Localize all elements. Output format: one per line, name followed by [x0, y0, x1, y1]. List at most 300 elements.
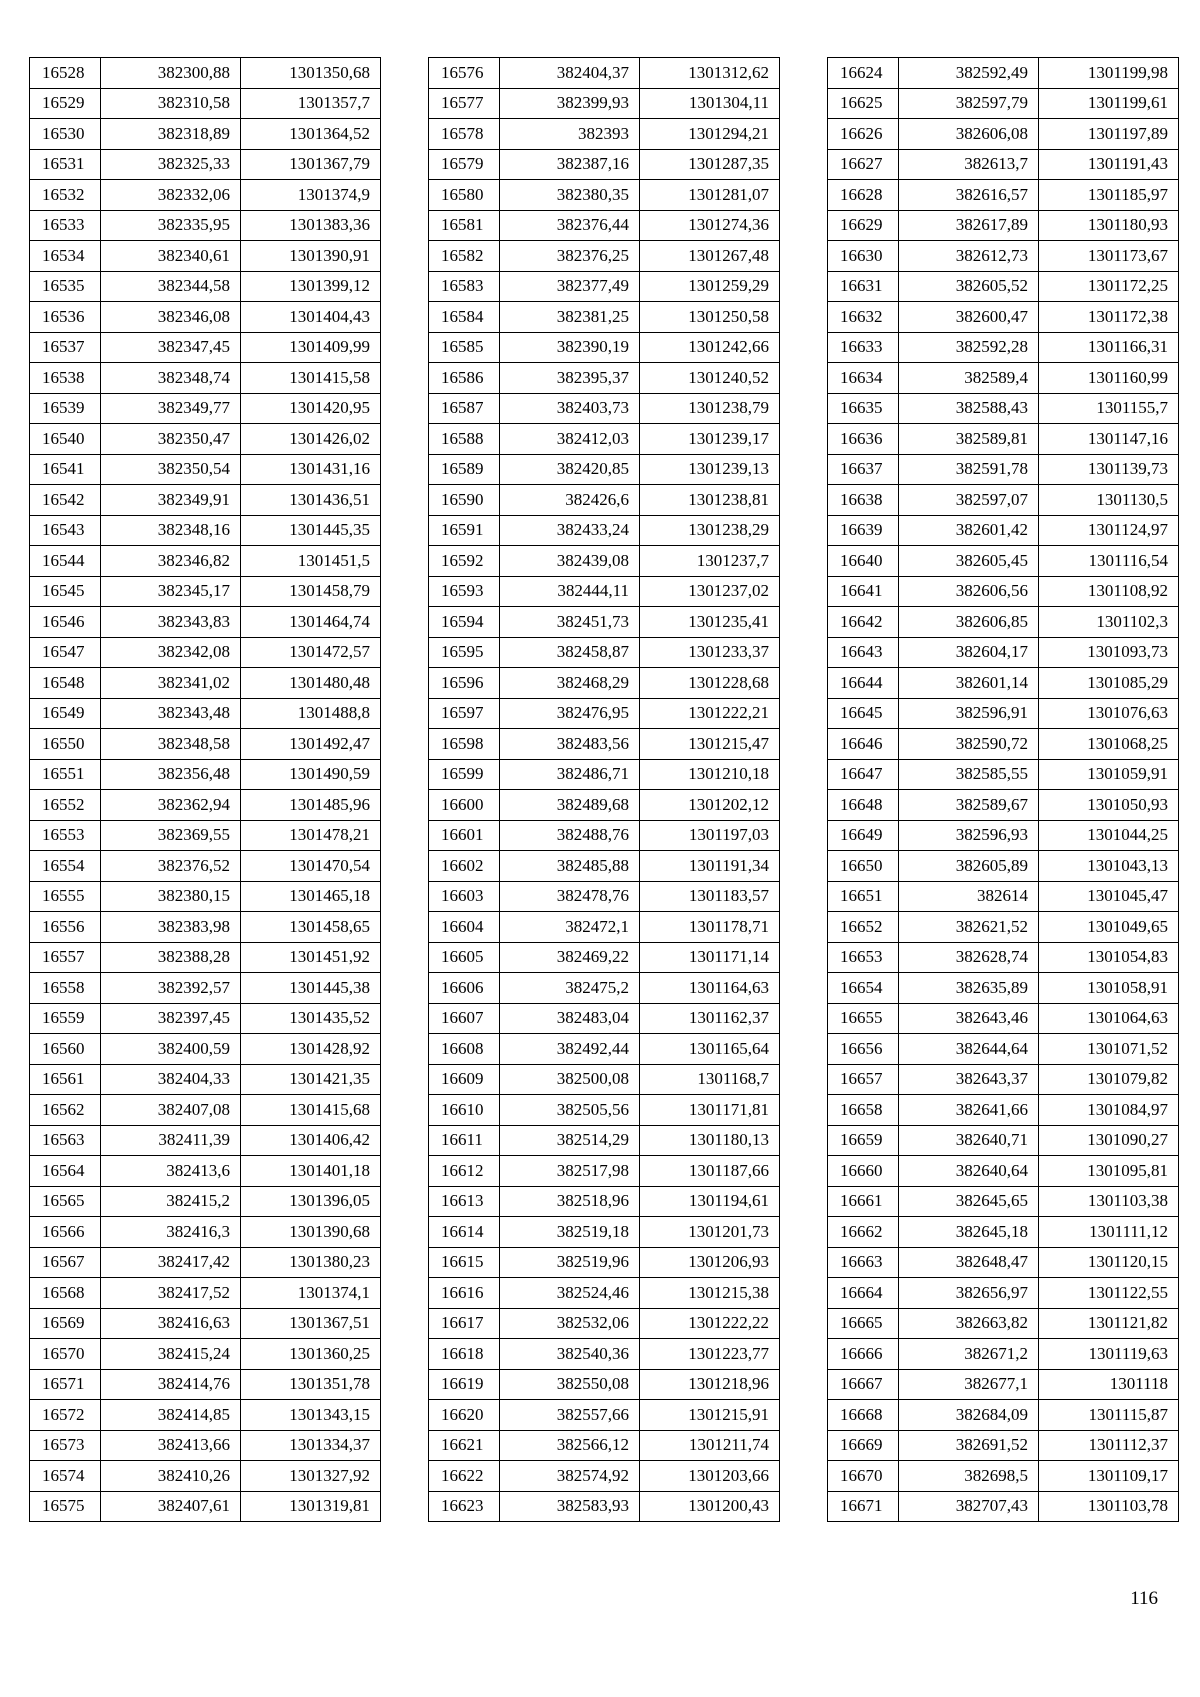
- point-number-cell: 16569: [30, 1308, 101, 1339]
- table-row: [30, 1247, 381, 1278]
- y-coordinate-cell: 1301050,93: [1039, 790, 1179, 821]
- x-coordinate-cell: 382411,39: [101, 1125, 241, 1156]
- point-number-cell: 16609: [429, 1064, 500, 1095]
- x-coordinate-cell: 382532,06: [500, 1308, 640, 1339]
- point-number-cell: 16556: [30, 912, 101, 943]
- x-coordinate-cell: 382356,48: [101, 759, 241, 790]
- table-row: [429, 1278, 780, 1309]
- table-row: [429, 210, 780, 241]
- x-coordinate-cell: 382407,08: [101, 1095, 241, 1126]
- point-number-cell: 16608: [429, 1034, 500, 1065]
- table-row: [429, 851, 780, 882]
- table-row: [828, 698, 1179, 729]
- y-coordinate-cell: 1301199,98: [1039, 58, 1179, 89]
- y-coordinate-cell: 1301054,83: [1039, 942, 1179, 973]
- point-number-cell: 16544: [30, 546, 101, 577]
- point-number-cell: 16648: [828, 790, 899, 821]
- point-number-cell: 16601: [429, 820, 500, 851]
- x-coordinate-cell: 382589,4: [899, 363, 1039, 394]
- y-coordinate-cell: 1301228,68: [640, 668, 780, 699]
- table-row: [30, 424, 381, 455]
- x-coordinate-cell: 382392,57: [101, 973, 241, 1004]
- point-number-cell: 16545: [30, 576, 101, 607]
- point-number-cell: 16617: [429, 1308, 500, 1339]
- point-number-cell: 16623: [429, 1491, 500, 1522]
- x-coordinate-cell: 382362,94: [101, 790, 241, 821]
- point-number-cell: 16528: [30, 58, 101, 89]
- table-row: [30, 729, 381, 760]
- y-coordinate-cell: 1301420,95: [241, 393, 381, 424]
- point-number-cell: 16537: [30, 332, 101, 363]
- table-row: [828, 1095, 1179, 1126]
- point-number-cell: 16654: [828, 973, 899, 1004]
- point-number-cell: 16649: [828, 820, 899, 851]
- table-row: [828, 180, 1179, 211]
- point-number-cell: 16616: [429, 1278, 500, 1309]
- x-coordinate-cell: 382416,63: [101, 1308, 241, 1339]
- point-number-cell: 16572: [30, 1400, 101, 1431]
- point-number-cell: 16670: [828, 1461, 899, 1492]
- x-coordinate-cell: 382347,45: [101, 332, 241, 363]
- y-coordinate-cell: 1301044,25: [1039, 820, 1179, 851]
- x-coordinate-cell: 382643,46: [899, 1003, 1039, 1034]
- table-row: [30, 88, 381, 119]
- y-coordinate-cell: 1301180,93: [1039, 210, 1179, 241]
- x-coordinate-cell: 382433,24: [500, 515, 640, 546]
- table-row: [429, 1430, 780, 1461]
- x-coordinate-cell: 382621,52: [899, 912, 1039, 943]
- point-number-cell: 16532: [30, 180, 101, 211]
- table-row: [429, 729, 780, 760]
- y-coordinate-cell: 1301274,36: [640, 210, 780, 241]
- y-coordinate-cell: 1301191,34: [640, 851, 780, 882]
- table-row: [828, 546, 1179, 577]
- coordinates-table-1: [29, 57, 380, 1522]
- x-coordinate-cell: 382383,98: [101, 912, 241, 943]
- point-number-cell: 16557: [30, 942, 101, 973]
- point-number-cell: 16640: [828, 546, 899, 577]
- table-row: [828, 1003, 1179, 1034]
- point-number-cell: 16671: [828, 1491, 899, 1522]
- point-number-cell: 16666: [828, 1339, 899, 1370]
- y-coordinate-cell: 1301431,16: [241, 454, 381, 485]
- x-coordinate-cell: 382663,82: [899, 1308, 1039, 1339]
- y-coordinate-cell: 1301343,15: [241, 1400, 381, 1431]
- y-coordinate-cell: 1301064,63: [1039, 1003, 1179, 1034]
- y-coordinate-cell: 1301237,02: [640, 576, 780, 607]
- y-coordinate-cell: 1301445,38: [241, 973, 381, 1004]
- point-number-cell: 16622: [429, 1461, 500, 1492]
- x-coordinate-cell: 382635,89: [899, 973, 1039, 1004]
- x-coordinate-cell: 382585,55: [899, 759, 1039, 790]
- table-row: [30, 1064, 381, 1095]
- y-coordinate-cell: 1301472,57: [241, 637, 381, 668]
- table-row: [429, 180, 780, 211]
- x-coordinate-cell: 382349,77: [101, 393, 241, 424]
- point-number-cell: 16621: [429, 1430, 500, 1461]
- table-row: [828, 759, 1179, 790]
- point-number-cell: 16568: [30, 1278, 101, 1309]
- point-number-cell: 16631: [828, 271, 899, 302]
- coordinates-table-2: [428, 57, 779, 1522]
- x-coordinate-cell: 382519,96: [500, 1247, 640, 1278]
- point-number-cell: 16571: [30, 1369, 101, 1400]
- x-coordinate-cell: 382524,46: [500, 1278, 640, 1309]
- x-coordinate-cell: 382342,08: [101, 637, 241, 668]
- y-coordinate-cell: 1301390,68: [241, 1217, 381, 1248]
- table-row: [429, 332, 780, 363]
- x-coordinate-cell: 382671,2: [899, 1339, 1039, 1370]
- table-row: [30, 820, 381, 851]
- table-row: [828, 1156, 1179, 1187]
- y-coordinate-cell: 1301215,38: [640, 1278, 780, 1309]
- y-coordinate-cell: 1301404,43: [241, 302, 381, 333]
- x-coordinate-cell: 382606,56: [899, 576, 1039, 607]
- table-row: [429, 393, 780, 424]
- y-coordinate-cell: 1301421,35: [241, 1064, 381, 1095]
- y-coordinate-cell: 1301319,81: [241, 1491, 381, 1522]
- x-coordinate-cell: 382426,6: [500, 485, 640, 516]
- x-coordinate-cell: 382616,57: [899, 180, 1039, 211]
- x-coordinate-cell: 382589,81: [899, 424, 1039, 455]
- y-coordinate-cell: 1301173,67: [1039, 241, 1179, 272]
- table-row: [30, 58, 381, 89]
- table-row: [30, 1095, 381, 1126]
- point-number-cell: 16541: [30, 454, 101, 485]
- x-coordinate-cell: 382469,22: [500, 942, 640, 973]
- y-coordinate-cell: 1301445,35: [241, 515, 381, 546]
- y-coordinate-cell: 1301470,54: [241, 851, 381, 882]
- x-coordinate-cell: 382415,24: [101, 1339, 241, 1370]
- x-coordinate-cell: 382604,17: [899, 637, 1039, 668]
- x-coordinate-cell: 382492,44: [500, 1034, 640, 1065]
- table-row: [30, 1003, 381, 1034]
- y-coordinate-cell: 1301222,22: [640, 1308, 780, 1339]
- point-number-cell: 16548: [30, 668, 101, 699]
- point-number-cell: 16539: [30, 393, 101, 424]
- point-number-cell: 16565: [30, 1186, 101, 1217]
- y-coordinate-cell: 1301103,38: [1039, 1186, 1179, 1217]
- table-row: [828, 302, 1179, 333]
- point-number-cell: 16603: [429, 881, 500, 912]
- point-number-cell: 16653: [828, 942, 899, 973]
- table-row: [828, 607, 1179, 638]
- table-row: [429, 1003, 780, 1034]
- table-row: [429, 1491, 780, 1522]
- point-number-cell: 16567: [30, 1247, 101, 1278]
- x-coordinate-cell: 382348,16: [101, 515, 241, 546]
- point-number-cell: 16560: [30, 1034, 101, 1065]
- y-coordinate-cell: 1301112,37: [1039, 1430, 1179, 1461]
- x-coordinate-cell: 382589,67: [899, 790, 1039, 821]
- y-coordinate-cell: 1301237,7: [640, 546, 780, 577]
- table-row: [30, 698, 381, 729]
- table-row: [828, 1217, 1179, 1248]
- x-coordinate-cell: 382500,08: [500, 1064, 640, 1095]
- point-number-cell: 16637: [828, 454, 899, 485]
- table-2: [428, 57, 780, 1522]
- y-coordinate-cell: 1301367,51: [241, 1308, 381, 1339]
- y-coordinate-cell: 1301428,92: [241, 1034, 381, 1065]
- table-row: [828, 1339, 1179, 1370]
- table-row: [429, 302, 780, 333]
- coordinates-table-3: [827, 57, 1178, 1522]
- y-coordinate-cell: 1301119,63: [1039, 1339, 1179, 1370]
- x-coordinate-cell: 382485,88: [500, 851, 640, 882]
- x-coordinate-cell: 382475,2: [500, 973, 640, 1004]
- x-coordinate-cell: 382517,98: [500, 1156, 640, 1187]
- x-coordinate-cell: 382614: [899, 881, 1039, 912]
- point-number-cell: 16629: [828, 210, 899, 241]
- x-coordinate-cell: 382399,93: [500, 88, 640, 119]
- x-coordinate-cell: 382387,16: [500, 149, 640, 180]
- x-coordinate-cell: 382483,04: [500, 1003, 640, 1034]
- y-coordinate-cell: 1301312,62: [640, 58, 780, 89]
- x-coordinate-cell: 382413,6: [101, 1156, 241, 1187]
- y-coordinate-cell: 1301160,99: [1039, 363, 1179, 394]
- table-row: [828, 363, 1179, 394]
- y-coordinate-cell: 1301287,35: [640, 149, 780, 180]
- point-number-cell: 16534: [30, 241, 101, 272]
- x-coordinate-cell: 382412,03: [500, 424, 640, 455]
- x-coordinate-cell: 382605,45: [899, 546, 1039, 577]
- point-number-cell: 16620: [429, 1400, 500, 1431]
- y-coordinate-cell: 1301210,18: [640, 759, 780, 790]
- y-coordinate-cell: 1301415,68: [241, 1095, 381, 1126]
- point-number-cell: 16658: [828, 1095, 899, 1126]
- table-row: [30, 1430, 381, 1461]
- table-row: [30, 912, 381, 943]
- y-coordinate-cell: 1301458,79: [241, 576, 381, 607]
- table-row: [828, 88, 1179, 119]
- point-number-cell: 16580: [429, 180, 500, 211]
- table-row: [429, 1247, 780, 1278]
- y-coordinate-cell: 1301108,92: [1039, 576, 1179, 607]
- x-coordinate-cell: 382340,61: [101, 241, 241, 272]
- x-coordinate-cell: 382349,91: [101, 485, 241, 516]
- table-row: [429, 454, 780, 485]
- x-coordinate-cell: 382310,58: [101, 88, 241, 119]
- x-coordinate-cell: 382325,33: [101, 149, 241, 180]
- x-coordinate-cell: 382410,26: [101, 1461, 241, 1492]
- point-number-cell: 16612: [429, 1156, 500, 1187]
- y-coordinate-cell: 1301390,91: [241, 241, 381, 272]
- table-row: [30, 1217, 381, 1248]
- x-coordinate-cell: 382348,74: [101, 363, 241, 394]
- y-coordinate-cell: 1301045,47: [1039, 881, 1179, 912]
- y-coordinate-cell: 1301155,7: [1039, 393, 1179, 424]
- table-row: [429, 759, 780, 790]
- y-coordinate-cell: 1301294,21: [640, 119, 780, 150]
- table-row: [30, 942, 381, 973]
- x-coordinate-cell: 382332,06: [101, 180, 241, 211]
- y-coordinate-cell: 1301281,07: [640, 180, 780, 211]
- point-number-cell: 16592: [429, 546, 500, 577]
- y-coordinate-cell: 1301435,52: [241, 1003, 381, 1034]
- point-number-cell: 16669: [828, 1430, 899, 1461]
- x-coordinate-cell: 382596,91: [899, 698, 1039, 729]
- table-row: [30, 1186, 381, 1217]
- y-coordinate-cell: 1301043,13: [1039, 851, 1179, 882]
- point-number-cell: 16665: [828, 1308, 899, 1339]
- x-coordinate-cell: 382416,3: [101, 1217, 241, 1248]
- y-coordinate-cell: 1301171,81: [640, 1095, 780, 1126]
- x-coordinate-cell: 382583,93: [500, 1491, 640, 1522]
- table-row: [30, 1400, 381, 1431]
- x-coordinate-cell: 382343,48: [101, 698, 241, 729]
- y-coordinate-cell: 1301364,52: [241, 119, 381, 150]
- x-coordinate-cell: 382601,42: [899, 515, 1039, 546]
- table-row: [429, 149, 780, 180]
- table-row: [30, 851, 381, 882]
- point-number-cell: 16540: [30, 424, 101, 455]
- table-row: [828, 790, 1179, 821]
- table-row: [30, 210, 381, 241]
- table-row: [429, 942, 780, 973]
- table-row: [429, 1064, 780, 1095]
- x-coordinate-cell: 382397,45: [101, 1003, 241, 1034]
- y-coordinate-cell: 1301200,43: [640, 1491, 780, 1522]
- point-number-cell: 16595: [429, 637, 500, 668]
- x-coordinate-cell: 382380,35: [500, 180, 640, 211]
- table-row: [429, 58, 780, 89]
- point-number-cell: 16611: [429, 1125, 500, 1156]
- x-coordinate-cell: 382550,08: [500, 1369, 640, 1400]
- point-number-cell: 16642: [828, 607, 899, 638]
- x-coordinate-cell: 382404,33: [101, 1064, 241, 1095]
- point-number-cell: 16551: [30, 759, 101, 790]
- table-row: [429, 973, 780, 1004]
- table-row: [828, 210, 1179, 241]
- table-row: [30, 1125, 381, 1156]
- point-number-cell: 16652: [828, 912, 899, 943]
- y-coordinate-cell: 1301191,43: [1039, 149, 1179, 180]
- y-coordinate-cell: 1301401,18: [241, 1156, 381, 1187]
- y-coordinate-cell: 1301059,91: [1039, 759, 1179, 790]
- table-row: [828, 668, 1179, 699]
- y-coordinate-cell: 1301164,63: [640, 973, 780, 1004]
- x-coordinate-cell: 382376,44: [500, 210, 640, 241]
- point-number-cell: 16559: [30, 1003, 101, 1034]
- table-row: [30, 271, 381, 302]
- point-number-cell: 16573: [30, 1430, 101, 1461]
- point-number-cell: 16643: [828, 637, 899, 668]
- table-row: [429, 820, 780, 851]
- y-coordinate-cell: 1301185,97: [1039, 180, 1179, 211]
- y-coordinate-cell: 1301334,37: [241, 1430, 381, 1461]
- table-row: [429, 790, 780, 821]
- x-coordinate-cell: 382472,1: [500, 912, 640, 943]
- x-coordinate-cell: 382596,93: [899, 820, 1039, 851]
- point-number-cell: 16574: [30, 1461, 101, 1492]
- point-number-cell: 16535: [30, 271, 101, 302]
- x-coordinate-cell: 382388,28: [101, 942, 241, 973]
- table-row: [30, 515, 381, 546]
- point-number-cell: 16630: [828, 241, 899, 272]
- table-row: [429, 576, 780, 607]
- table-row: [30, 149, 381, 180]
- point-number-cell: 16564: [30, 1156, 101, 1187]
- x-coordinate-cell: 382420,85: [500, 454, 640, 485]
- point-number-cell: 16552: [30, 790, 101, 821]
- y-coordinate-cell: 1301187,66: [640, 1156, 780, 1187]
- point-number-cell: 16650: [828, 851, 899, 882]
- y-coordinate-cell: 1301233,37: [640, 637, 780, 668]
- table-row: [828, 973, 1179, 1004]
- page-number: 116: [1130, 1588, 1158, 1609]
- y-coordinate-cell: 1301147,16: [1039, 424, 1179, 455]
- point-number-cell: 16547: [30, 637, 101, 668]
- point-number-cell: 16529: [30, 88, 101, 119]
- table-row: [429, 1186, 780, 1217]
- table-row: [828, 332, 1179, 363]
- x-coordinate-cell: 382468,29: [500, 668, 640, 699]
- point-number-cell: 16641: [828, 576, 899, 607]
- y-coordinate-cell: 1301120,15: [1039, 1247, 1179, 1278]
- point-number-cell: 16579: [429, 149, 500, 180]
- x-coordinate-cell: 382644,64: [899, 1034, 1039, 1065]
- x-coordinate-cell: 382557,66: [500, 1400, 640, 1431]
- x-coordinate-cell: 382617,89: [899, 210, 1039, 241]
- y-coordinate-cell: 1301115,87: [1039, 1400, 1179, 1431]
- y-coordinate-cell: 1301436,51: [241, 485, 381, 516]
- x-coordinate-cell: 382645,18: [899, 1217, 1039, 1248]
- y-coordinate-cell: 1301215,91: [640, 1400, 780, 1431]
- table-row: [828, 1308, 1179, 1339]
- point-number-cell: 16583: [429, 271, 500, 302]
- x-coordinate-cell: 382377,49: [500, 271, 640, 302]
- y-coordinate-cell: 1301360,25: [241, 1339, 381, 1370]
- x-coordinate-cell: 382600,47: [899, 302, 1039, 333]
- x-coordinate-cell: 382341,02: [101, 668, 241, 699]
- x-coordinate-cell: 382566,12: [500, 1430, 640, 1461]
- y-coordinate-cell: 1301116,54: [1039, 546, 1179, 577]
- y-coordinate-cell: 1301215,47: [640, 729, 780, 760]
- y-coordinate-cell: 1301095,81: [1039, 1156, 1179, 1187]
- y-coordinate-cell: 1301197,89: [1039, 119, 1179, 150]
- point-number-cell: 16613: [429, 1186, 500, 1217]
- y-coordinate-cell: 1301199,61: [1039, 88, 1179, 119]
- x-coordinate-cell: 382395,37: [500, 363, 640, 394]
- point-number-cell: 16639: [828, 515, 899, 546]
- x-coordinate-cell: 382514,29: [500, 1125, 640, 1156]
- x-coordinate-cell: 382300,88: [101, 58, 241, 89]
- y-coordinate-cell: 1301093,73: [1039, 637, 1179, 668]
- table-row: [429, 637, 780, 668]
- table-row: [429, 119, 780, 150]
- point-number-cell: 16587: [429, 393, 500, 424]
- x-coordinate-cell: 382376,25: [500, 241, 640, 272]
- x-coordinate-cell: 382597,79: [899, 88, 1039, 119]
- y-coordinate-cell: 1301238,81: [640, 485, 780, 516]
- y-coordinate-cell: 1301109,17: [1039, 1461, 1179, 1492]
- y-coordinate-cell: 1301203,66: [640, 1461, 780, 1492]
- y-coordinate-cell: 1301239,13: [640, 454, 780, 485]
- point-number-cell: 16624: [828, 58, 899, 89]
- table-3: [827, 57, 1179, 1522]
- x-coordinate-cell: 382488,76: [500, 820, 640, 851]
- table-row: [30, 1461, 381, 1492]
- x-coordinate-cell: 382348,58: [101, 729, 241, 760]
- y-coordinate-cell: 1301409,99: [241, 332, 381, 363]
- x-coordinate-cell: 382400,59: [101, 1034, 241, 1065]
- y-coordinate-cell: 1301139,73: [1039, 454, 1179, 485]
- point-number-cell: 16589: [429, 454, 500, 485]
- y-coordinate-cell: 1301172,25: [1039, 271, 1179, 302]
- x-coordinate-cell: 382601,14: [899, 668, 1039, 699]
- x-coordinate-cell: 382648,47: [899, 1247, 1039, 1278]
- point-number-cell: 16619: [429, 1369, 500, 1400]
